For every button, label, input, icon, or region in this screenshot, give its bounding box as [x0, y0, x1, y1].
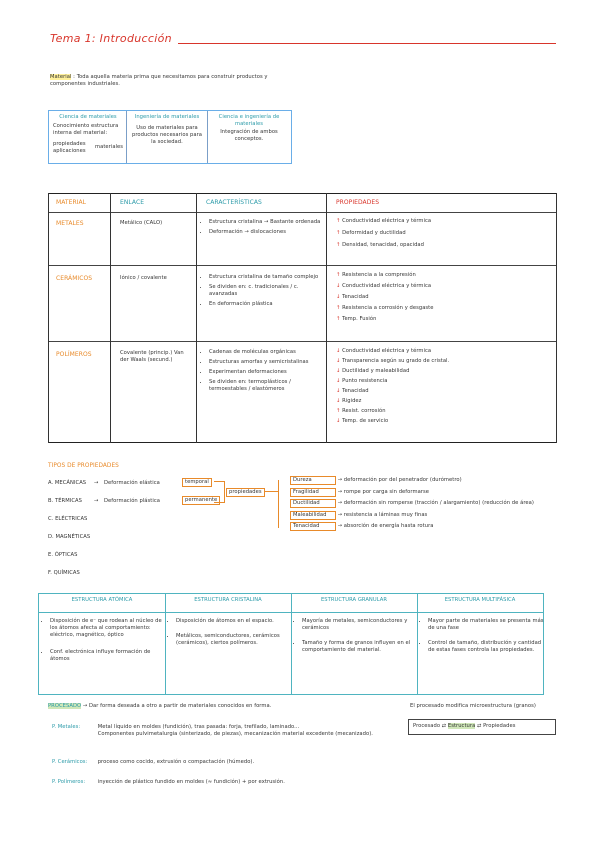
table-rule — [48, 442, 556, 443]
list-item: B. TÉRMICAS — [48, 498, 82, 504]
list-item: • Experimentan deformaciones — [209, 369, 329, 376]
list-item: • Se dividen en: termoplásticos / termoestables / elastómeros — [209, 379, 329, 393]
estructura-head: ESTRUCTURA MULTIFÁSICA — [444, 597, 516, 603]
table-cell-material: POLÍMEROS — [56, 351, 92, 358]
list-item: • Mayoría de metales, semiconductores y cerámicos — [302, 618, 420, 632]
list-item: propiedades — [53, 141, 86, 147]
procesado-item-line: Metal líquido en moldes (fundición), tras pasada: forja, trefilado, laminado... — [97, 724, 300, 730]
page-title: Tema 1: Introducción — [50, 32, 172, 45]
list-item: • En deformación plástica — [209, 301, 327, 308]
props-list — [290, 476, 560, 534]
intro-col2-head: Ingeniería de materiales — [134, 114, 200, 120]
list-item: • Estructura cristalina de tamaño complejo — [209, 274, 327, 281]
table-cell-caracteristicas — [202, 349, 329, 396]
arrow-icon: → — [94, 498, 99, 504]
definition-term: Material — [50, 74, 72, 80]
intro-divider — [207, 111, 208, 163]
list-item: ↓ Ductilidad y maleabilidad — [336, 368, 546, 375]
list-item: • Estructuras amorfas y semicristalinas — [209, 359, 329, 366]
list-item: F. QUÍMICAS — [48, 570, 80, 576]
estructura-list — [169, 618, 294, 650]
procesado-label: PROCESADO — [48, 703, 82, 709]
tipos-heading: TIPOS DE PROPIEDADES — [48, 463, 119, 469]
procesado-item-label: P. Polímeros: — [52, 779, 86, 785]
list-item: ↓ Tenacidad — [336, 294, 546, 301]
prop-desc: deformación sin romperse (tracción / alargamiento) (reducción de área) — [343, 500, 534, 506]
intro-divider — [126, 111, 127, 163]
table-cell-caracteristicas — [202, 219, 327, 239]
list-item: ↓ Conductividad eléctrica y térmica — [336, 283, 546, 290]
intro-col1-bracket: materiales — [95, 144, 124, 150]
table-rule — [48, 341, 556, 342]
list-item: ↑ Resistencia a la compresión — [336, 272, 546, 279]
procesado-item-label: P. Cerámicos: — [52, 759, 88, 765]
list-item: • Estructura cristalina → Bastante ordenada — [209, 219, 327, 226]
table-cell-enlace: Metálico (CALO) — [120, 220, 163, 226]
table-border — [110, 193, 111, 443]
estructura-list — [421, 618, 546, 657]
intro-col3-text: Integración de ambos conceptos. — [220, 129, 278, 143]
intro-col3-head: Ciencia e ingeniería de materiales — [218, 114, 280, 128]
procesado-item-line: Componentes pulvimetalurgia (sinterizado, de piezas), mecanización material excedente (mecanizado). — [97, 731, 373, 738]
list-item: ↓ Rigidez — [336, 398, 546, 405]
procesado-item — [52, 724, 402, 738]
bracket — [214, 481, 225, 503]
list-item: ↓ Transparencia según su grado de cristal. — [336, 358, 546, 365]
table-rule — [48, 193, 556, 194]
mec-2: Deformación plástica — [104, 498, 160, 504]
list-item: • Control de tamaño, distribución y cantidad de estas fases controla las propiedades. — [428, 640, 546, 654]
list-item: D. MAGNÉTICAS — [48, 534, 91, 540]
table-border — [556, 193, 557, 443]
mec-2-tag: permanente — [182, 496, 220, 505]
procesado-item-line: inyección de plástico fundido en moldes (≈ fundición) + por extrusión. — [97, 779, 285, 785]
prop-desc: deformación por del penetrador (durómetro) — [343, 477, 462, 483]
estructura-head: ESTRUCTURA ATÓMICA — [71, 597, 133, 603]
table-cell-propiedades — [336, 348, 546, 425]
list-item: C. ELÉCTRICAS — [48, 516, 88, 522]
list-item: • Se dividen en: c. tradicionales / c. avanzadas — [209, 284, 327, 298]
list-item: Dureza → deformación por del penetrador (durómetro) — [290, 476, 560, 488]
table-border — [196, 193, 197, 443]
list-item: • Metálicos, semiconductores, cerámicos (cerámicos), ciertos polímeros. — [176, 633, 294, 647]
arrow-icon: → — [94, 480, 99, 486]
table-header: ENLACE — [120, 199, 145, 206]
title-underline — [178, 43, 556, 44]
prop-name: Ductilidad — [290, 499, 336, 508]
table-rule — [48, 265, 556, 266]
table-cell-material: CERÁMICOS — [56, 275, 93, 282]
prop-desc: absorción de energía hasta rotura — [343, 523, 434, 529]
chain-item: Estructura — [447, 723, 476, 729]
tipos-list — [48, 480, 108, 588]
list-item: • Tamaño y forma de granos influyen en el comportamiento del material. — [302, 640, 420, 654]
chain-item: Procesado — [413, 723, 441, 729]
procesado-item-label: P. Metales: — [52, 724, 81, 730]
prop-name: Dureza — [290, 476, 336, 485]
prop-desc: rompe por carga sin deformarse — [343, 488, 429, 495]
intro-col2-text: Uso de materiales para productos necesarios para la sociedad. — [131, 125, 202, 146]
procesado-chain: Procesado ⇄ Estructura ⇄ Propiedades — [408, 719, 556, 735]
prop-name: Maleabilidad — [290, 511, 336, 520]
intro-col1-text: Conocimiento estructura interna del material: — [53, 123, 119, 137]
intro-col1-list — [53, 141, 93, 155]
table-header: PROPIEDADES — [336, 199, 380, 206]
list-item: ↑ Densidad, tenacidad, opacidad — [336, 242, 546, 249]
list-item: ↓ Conductividad eléctrica y térmica — [336, 348, 546, 355]
table-header: MATERIAL — [56, 199, 87, 206]
procesado-item — [52, 779, 402, 786]
table-cell-propiedades — [336, 218, 546, 249]
list-item: • Conf. electrónica influye formación de átomos — [50, 649, 168, 663]
list-item: ↑ Temp. Fusión — [336, 316, 546, 323]
table-cell-enlace: Iónico / covalente — [120, 275, 167, 281]
table-cell-material: METALES — [56, 220, 84, 227]
table-header: CARACTERÍSTICAS — [206, 199, 262, 206]
list-item: ↑ Resistencia a corrosión y desgaste — [336, 305, 546, 312]
propiedades-label: propiedades — [226, 488, 265, 497]
list-item: E. ÓPTICAS — [48, 552, 78, 558]
estructura-box — [38, 593, 544, 695]
list-item: • Disposición de átomos en el espacio. — [176, 618, 294, 625]
list-item: Tenacidad → absorción de energía hasta rotura — [290, 522, 560, 534]
table-cell-caracteristicas — [202, 274, 327, 311]
materials-table — [48, 193, 556, 443]
table-rule — [48, 212, 556, 213]
prop-name: Fragilidad — [290, 488, 336, 497]
list-item: A. MECÁNICAS — [48, 480, 87, 486]
list-item: aplicaciones — [53, 148, 86, 155]
list-item: • Deformación → dislocaciones — [209, 229, 327, 236]
estructura-head: ESTRUCTURA CRISTALINA — [194, 597, 262, 603]
list-item: ↓ Tenacidad — [336, 388, 546, 395]
chain-item: Propiedades — [483, 723, 516, 729]
list-item: ↑ Deformidad y ductilidad — [336, 230, 546, 237]
table-border — [48, 193, 49, 443]
prop-desc: resistencia a láminas muy finas — [343, 511, 428, 518]
list-item: Maleabilidad → resistencia a láminas muy finas — [290, 511, 560, 523]
mec-1-tag: temporal — [182, 478, 212, 487]
definition-text: Toda aquella materia prima que necesitamos para construir productos y componentes industriales. — [50, 74, 268, 88]
list-item: • Cadenas de moléculas orgánicas — [209, 349, 329, 356]
procesado-text: Dar forma deseada a otro a partir de materiales conocidos en forma. — [88, 703, 272, 709]
list-item: Fragilidad → rompe por carga sin deformarse — [290, 488, 560, 500]
intro-box — [48, 110, 292, 164]
procesado-item — [52, 759, 402, 766]
table-cell-enlace: Covalente (princip.) Van der Waals (secund.) — [120, 350, 184, 364]
estructura-list — [295, 618, 420, 657]
procesado-side-note: El procesado modifica microestructura (granos) — [410, 703, 536, 709]
mec-1: Deformación elástica — [104, 480, 160, 486]
list-item: ↓ Temp. de servicio — [336, 418, 546, 425]
list-item: Ductilidad → deformación sin romperse (tracción / alargamiento) (reducción de área) — [290, 499, 560, 511]
procesado-item-line: proceso como cocido, extrusión o compactación (húmedo). — [97, 759, 255, 765]
table-cell-propiedades — [336, 272, 546, 323]
definition: Material : Toda aquella materia prima que necesitamos para construir productos y componentes industriales. — [50, 74, 268, 88]
list-item: • Mayor parte de materiales se presenta más de una fase — [428, 618, 546, 632]
procesado-intro: PROCESADO → Dar forma deseada a otro a partir de materiales conocidos en forma. — [48, 703, 272, 709]
list-item: • Disposición de e⁻ que rodean al núcleo de los átomos afecta al comportamiento: eléctrico, magnético, óptico — [50, 618, 168, 639]
list-item: ↓ Punto resistencia — [336, 378, 546, 385]
intro-col1-head: Ciencia de materiales — [59, 114, 117, 120]
list-item: ↑ Conductividad eléctrica y térmica — [336, 218, 546, 225]
prop-name: Tenacidad — [290, 522, 336, 531]
estructura-head: ESTRUCTURA GRANULAR — [320, 597, 388, 603]
list-item: ↑ Resist. corrosión — [336, 408, 546, 415]
estructura-list — [43, 618, 168, 666]
